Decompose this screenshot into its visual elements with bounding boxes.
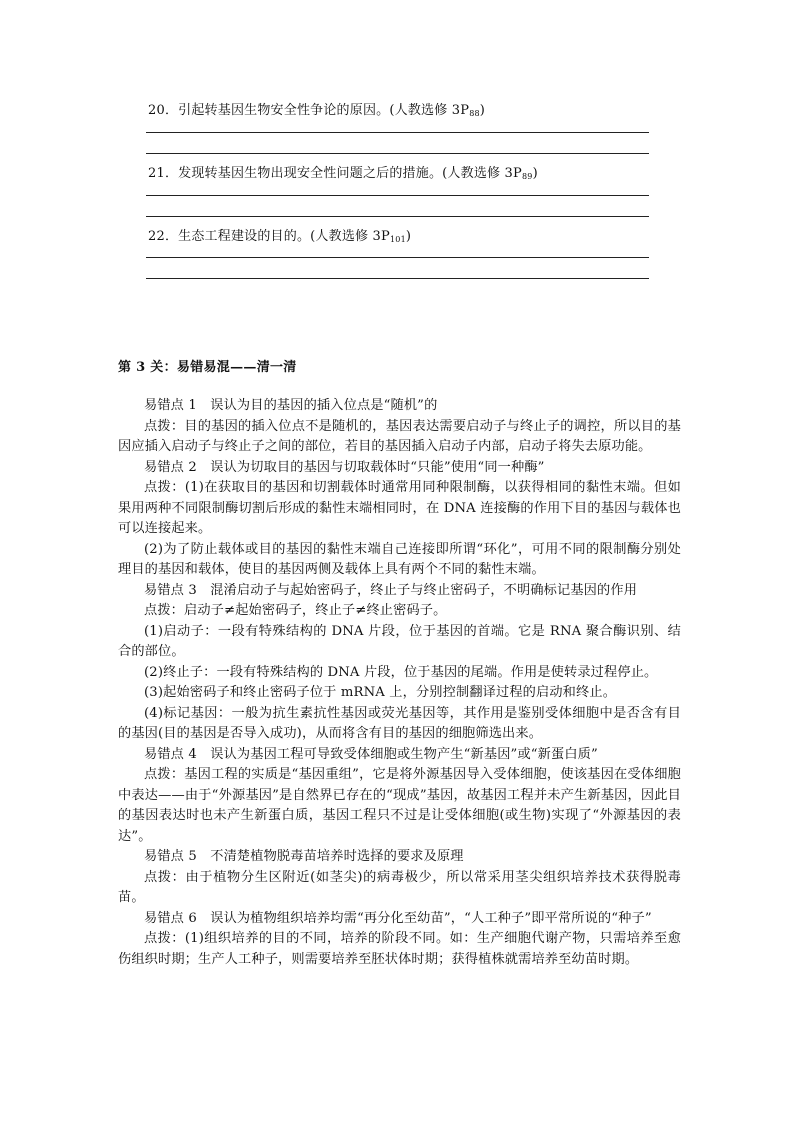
error-point-3-item-1: (1)启动子：一段有特殊结构的 DNA 片段，位于基因的首端。它是 RNA 聚合酶识别、结合的部位。 <box>118 623 681 659</box>
page-subscript: 101 <box>389 235 406 244</box>
question-text: 生态工程建设的目的。(人教选修 3P <box>178 229 390 244</box>
error-point-2-hint-2: (2)为了防止载体或目的基因的黏性末端自己连接即所谓“环化”，可用不同的限制酶分别处理目的基因和载体，使目的基因两侧及载体上具有两个不同的黏性末端。 <box>118 541 681 577</box>
error-point-4-heading: 易错点 4 误认为基因工程可导致受体细胞或生物产生“新基因”或“新蛋白质” <box>144 746 598 762</box>
error-point-1-heading: 易错点 1 误认为目的基因的插入位点是“随机”的 <box>144 398 438 413</box>
close-paren: ) <box>532 166 538 181</box>
section-body <box>118 396 681 970</box>
answer-line <box>146 195 649 196</box>
question-22 <box>148 225 411 244</box>
close-paren: ) <box>405 229 412 244</box>
close-paren: ) <box>479 103 486 118</box>
answer-line <box>146 278 649 279</box>
answer-line <box>146 216 649 217</box>
error-point-5-hint: 点拨：由于植物分生区附近(如茎尖)的病毒极少，所以常采用茎尖组织培养技术获得脱毒苗。 <box>118 869 681 905</box>
question-text: 引起转基因生物安全性争论的原因。(人教选修 3P <box>178 103 470 118</box>
error-point-3-item-2: (2)终止子：一段有特殊结构的 DNA 片段，位于基因的尾端。作用是使转录过程停止。 <box>144 664 658 680</box>
answer-line <box>146 257 649 258</box>
error-point-3-heading: 易错点 3 混淆启动子与起始密码子，终止子与终止密码子，不明确标记基因的作用 <box>144 582 638 598</box>
question-number: 20． <box>148 103 179 118</box>
error-point-4-hint: 点拨：基因工程的实质是“基因重组”，它是将外源基因导入受体细胞，使该基因在受体细胞中表达——由于“外源基因”是自然界已存在的“现成”基因，故基因工程并未产生新基因，因此目的基因表达时也未产生新蛋白质，基因工程只不过是让受体细胞(或生物)实现了“外源基因的表达”。 <box>118 767 681 844</box>
error-point-2-hint-1: 点拨：(1)在获取目的基因和切割载体时通常用同种限制酶，以获得相同的黏性末端。但如果用两种不同限制酶切割后形成的黏性末端相同时，在 DNA 连接酶的作用下目的基因与载体也可以连接起来。 <box>118 480 681 536</box>
question-text: 发现转基因生物出现安全性问题之后的措施。(人教选修 3P <box>178 166 522 181</box>
question-number: 22． <box>148 229 179 244</box>
error-point-1-hint: 点拨：目的基因的插入位点不是随机的，基因表达需要启动子与终止子的调控，所以目的基因应插入启动子与终止子之间的部位，若目的基因插入启动子内部，启动子将失去原功能。 <box>118 418 681 454</box>
question-number: 21． <box>148 166 179 181</box>
page-subscript: 89 <box>521 172 533 181</box>
error-point-6-heading: 易错点 6 误认为植物组织培养均需“再分化至幼苗”，“人工种子”即平常所说的“种子” <box>144 910 652 926</box>
error-point-6-hint: 点拨：(1)组织培养的目的不同，培养的阶段不同。如：生产细胞代谢产物，只需培养至愈伤组织时期；生产人工种子，则需要培养至胚状体时期；获得植株就需培养至幼苗时期。 <box>118 931 681 967</box>
error-point-3-hint: 点拨：启动子≠起始密码子，终止子≠终止密码子。 <box>144 603 447 618</box>
page-subscript: 88 <box>469 109 480 118</box>
error-point-5-heading: 易错点 5 不清楚植物脱毒苗培养时选择的要求及原理 <box>144 849 464 864</box>
question-21 <box>148 162 538 181</box>
error-point-2-heading: 易错点 2 误认为切取目的基因与切取载体时“只能”使用“同一种酶” <box>144 459 545 475</box>
section-title: 第 3 关：易错易混——清一清 <box>118 360 297 375</box>
error-point-3-item-4: (4)标记基因：一般为抗生素抗性基因或荧光基因等，其作用是鉴别受体细胞中是否含有目的基因(目的基因是否导入成功)，从而将含有目的基因的细胞筛选出来。 <box>118 705 681 741</box>
question-20 <box>148 99 485 118</box>
error-point-3-item-3: (3)起始密码子和终止密码子位于 mRNA 上，分别控制翻译过程的启动和终止。 <box>144 685 617 700</box>
answer-line <box>146 153 649 154</box>
answer-line <box>146 132 649 133</box>
